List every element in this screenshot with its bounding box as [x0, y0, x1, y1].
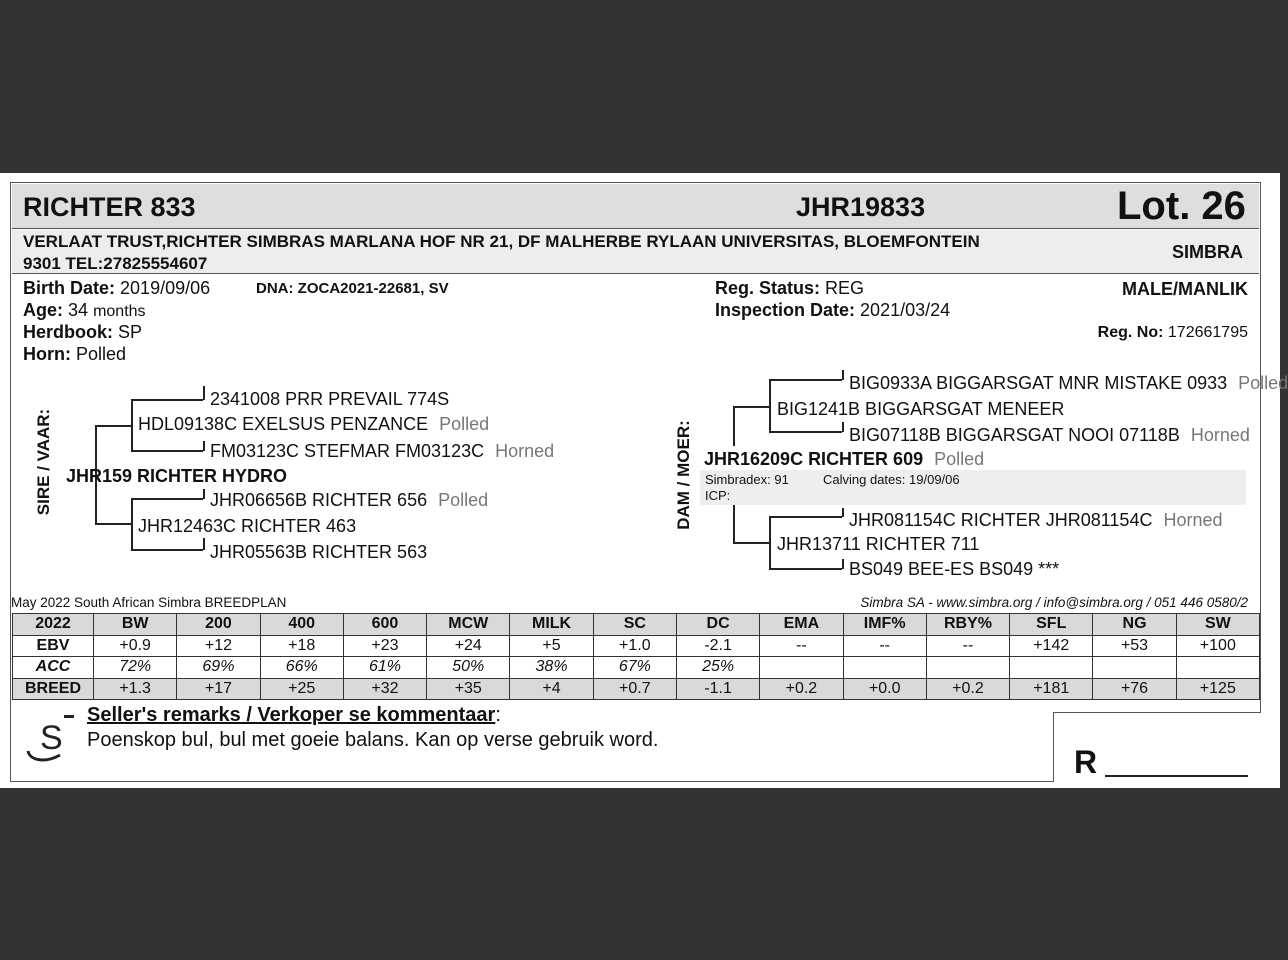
age-value: 34 — [68, 300, 89, 320]
ebv-column-header: MILK — [510, 614, 593, 636]
herdbook-label: Herdbook: — [23, 322, 113, 342]
reg-no-label: Reg. No: — [1097, 324, 1164, 341]
ebv-row-label: BREED — [13, 678, 94, 700]
reg-no-value: 172661795 — [1167, 324, 1248, 341]
ebv-cell: +1.3 — [94, 678, 177, 700]
dam-performance-box — [700, 470, 1246, 505]
ebv-column-header: 200 — [177, 614, 260, 636]
ebv-cell: 61% — [343, 657, 426, 679]
ebv-cell: +4 — [510, 678, 593, 700]
age — [23, 300, 146, 321]
inspection-date-label: Inspection Date: — [715, 300, 856, 320]
birth-date — [23, 278, 210, 299]
sire-tree-line — [203, 489, 205, 499]
owner-bar — [12, 230, 1259, 274]
animal-name: RICHTER 833 — [23, 192, 196, 222]
ebv-column-header: SC — [593, 614, 676, 636]
remarks-heading-colon: : — [495, 704, 501, 726]
ebv-cell: -- — [760, 635, 843, 657]
lot-number: Lot. 26 — [1117, 184, 1246, 228]
ebv-column-header: MCW — [427, 614, 510, 636]
ebv-row-label: ACC — [13, 657, 94, 679]
ebv-column-header: BW — [94, 614, 177, 636]
dam-tree-line — [769, 379, 842, 381]
ebv-column-header: 600 — [343, 614, 426, 636]
price-label: R — [1074, 744, 1098, 780]
ebv-row-acc — [13, 657, 1260, 679]
reg-status-value: REG — [825, 278, 865, 298]
dam-tree-line — [769, 516, 842, 518]
sire-tree-line — [131, 498, 203, 500]
birth-date-value: 2019/09/06 — [120, 278, 211, 298]
ebv-cell: +0.9 — [94, 635, 177, 657]
horn — [23, 344, 126, 365]
dam-tree-line — [769, 379, 771, 432]
breedplan-contact: Simbra SA - www.simbra.org / info@simbra.org / 051 446 0580/2 — [860, 595, 1248, 610]
ebv-column-header: 400 — [260, 614, 343, 636]
sire-dam-dam-name: JHR05563B RICHTER 563 — [210, 542, 428, 562]
simbra-logo-letter: S — [40, 719, 63, 757]
remarks-heading — [87, 704, 501, 727]
inspection-date-value: 2021/03/24 — [860, 300, 951, 320]
sire-name: JHR159 RICHTER HYDRO — [66, 466, 288, 486]
ebv-cell: 72% — [94, 657, 177, 679]
breedplan-caption: May 2022 South African Simbra BREEDPLAN — [11, 595, 287, 610]
ebv-cell: -- — [926, 635, 1009, 657]
dam-tree-line — [733, 542, 769, 544]
sire-tree-line — [131, 399, 203, 401]
ebv-column-header: EMA — [760, 614, 843, 636]
sire-tree-line — [203, 538, 205, 550]
ebv-column-header: NG — [1093, 614, 1176, 636]
dam-tree-line — [842, 508, 844, 517]
sire-tree-line — [95, 425, 131, 427]
reg-status-label: Reg. Status: — [715, 278, 821, 298]
dam-side-label: DAM / MOER: — [674, 420, 693, 530]
dam-dam-sire-name: JHR081154C RICHTER JHR081154C — [849, 510, 1153, 530]
sire-dam-sire — [210, 490, 488, 511]
ebv-cell: +32 — [343, 678, 426, 700]
dam-dam-dam-name: BS049 BEE-ES BS049 *** — [849, 559, 1060, 579]
ebv-column-header: DC — [676, 614, 759, 636]
dam-tree-line — [733, 406, 769, 408]
horn-value: Polled — [76, 344, 127, 364]
sire-sire-dam-name: FM03123C STEFMAR FM03123C — [210, 441, 485, 461]
ebv-cell: +23 — [343, 635, 426, 657]
herdbook — [23, 322, 142, 343]
calving-dates — [823, 472, 960, 487]
sire-tree-line — [131, 450, 203, 452]
lot-card — [0, 173, 1288, 788]
sire-side-label: SIRE / VAAR: — [34, 408, 53, 516]
dam-sire-sire-horn: Polled — [1238, 373, 1288, 393]
ebv-column-header: IMF% — [843, 614, 926, 636]
sire-dam-name: JHR12463C RICHTER 463 — [138, 516, 357, 536]
sire-dam-sire-name: JHR06656B RICHTER 656 — [210, 490, 428, 510]
ebv-row-breed — [13, 678, 1260, 700]
ebv-cell: +142 — [1010, 635, 1093, 657]
ebv-cell: -2.1 — [676, 635, 759, 657]
remarks-heading-text: Seller's remarks / Verkoper se kommentaar — [87, 704, 496, 726]
ebv-cell — [1176, 657, 1259, 679]
sire-tree-line — [131, 549, 203, 551]
breed-label: SIMBRA — [1172, 242, 1243, 262]
ebv-cell: +24 — [427, 635, 510, 657]
birth-date-label: Birth Date: — [23, 278, 116, 298]
dam-horn: Polled — [934, 449, 985, 469]
ebv-cell: -1.1 — [676, 678, 759, 700]
age-label: Age: — [23, 300, 63, 320]
horn-label: Horn: — [23, 344, 71, 364]
dam-sire-name: BIG1241B BIGGARSGAT MENEER — [777, 399, 1065, 419]
sire-sire — [138, 414, 489, 435]
simbra-logo-icon — [22, 711, 78, 767]
ebv-cell — [926, 657, 1009, 679]
ebv-cell: +0.2 — [926, 678, 1009, 700]
sire-sire-dam-horn: Horned — [495, 441, 555, 461]
sire-sire-sire-name: 2341008 PRR PREVAIL 774S — [210, 389, 450, 409]
dam-tree-line — [842, 559, 844, 569]
owner-address-line2: 9301 TEL:27825554607 — [23, 254, 208, 273]
ebv-cell: 67% — [593, 657, 676, 679]
sire-dam-sire-horn: Polled — [438, 490, 489, 510]
ebv-cell: +76 — [1093, 678, 1176, 700]
ebv-header-row — [13, 614, 1260, 636]
remarks-text: Poenskop bul, bul met goeie balans. Kan op verse gebruik word. — [87, 729, 659, 751]
inspection-date — [715, 300, 950, 321]
dam-tree-line — [842, 422, 844, 432]
ebv-cell: +0.0 — [843, 678, 926, 700]
dam-sire-sire-name: BIG0933A BIGGARSGAT MNR MISTAKE 0933 — [849, 373, 1228, 393]
sire-sire-dam — [210, 441, 554, 462]
ebv-cell: +18 — [260, 635, 343, 657]
ebv-cell: +25 — [260, 678, 343, 700]
ebv-cell: 25% — [676, 657, 759, 679]
calving-dates-value: 19/09/06 — [909, 472, 960, 487]
dam-tree-line — [769, 516, 771, 569]
calving-dates-label: Calving dates: — [823, 472, 906, 487]
ebv-cell: +0.7 — [593, 678, 676, 700]
ebv-cell: +5 — [510, 635, 593, 657]
ebv-cell: +125 — [1176, 678, 1259, 700]
reg-no — [1098, 324, 1248, 342]
sire-tree-line — [203, 386, 205, 400]
simbradex-value: 91 — [774, 472, 789, 487]
icp-label: ICP: — [705, 488, 731, 503]
reg-status — [715, 278, 864, 299]
price-box — [1053, 712, 1261, 782]
sire-tree-line — [131, 498, 133, 550]
owner-address-line1: VERLAAT TRUST,RICHTER SIMBRAS MARLANA HOF NR 21, DF MALHERBE RYLAAN UNIVERSITAS, BLOEMFONTEIN — [23, 232, 980, 251]
ebv-cell — [760, 657, 843, 679]
dam-dam-name: JHR13711 RICHTER 711 — [777, 534, 980, 554]
ebv-cell — [1010, 657, 1093, 679]
dam-tree-line — [733, 505, 735, 543]
age-unit: months — [93, 303, 146, 320]
ebv-cell: +100 — [1176, 635, 1259, 657]
sire-tree-line — [95, 523, 131, 525]
ebv-cell: +17 — [177, 678, 260, 700]
ebv-cell: 66% — [260, 657, 343, 679]
ebv-table — [12, 613, 1260, 700]
ebv-column-header: SFL — [1010, 614, 1093, 636]
ebv-cell: 50% — [427, 657, 510, 679]
ebv-cell: +1.0 — [593, 635, 676, 657]
dam-name: JHR16209C RICHTER 609 — [704, 449, 924, 469]
simbradex-label: Simbradex: — [705, 472, 771, 487]
ebv-cell: +181 — [1010, 678, 1093, 700]
dam-tree-line — [769, 568, 842, 570]
dna-info: DNA: ZOCA2021-22681, SV — [256, 280, 449, 297]
dam-sire-dam — [849, 425, 1250, 446]
ebv-row-ebv — [13, 635, 1260, 657]
ebv-year-header: 2022 — [13, 614, 94, 636]
dam-sire-sire — [849, 373, 1288, 394]
price-input-line[interactable] — [1105, 775, 1248, 777]
sire-sire-horn: Polled — [439, 414, 490, 434]
sire-sire-name: HDL09138C EXELSUS PENZANCE — [138, 414, 429, 434]
dam-sire-dam-name: BIG07118B BIGGARSGAT NOOI 07118B — [849, 425, 1180, 445]
registration-id: JHR19833 — [796, 192, 926, 222]
ebv-cell: 69% — [177, 657, 260, 679]
sire-tree-line — [203, 441, 205, 451]
dam — [704, 449, 984, 470]
dam-sire-dam-horn: Horned — [1190, 425, 1250, 445]
simbradex — [705, 472, 789, 487]
ebv-cell: -- — [843, 635, 926, 657]
ebv-cell: +12 — [177, 635, 260, 657]
dam-tree-line — [842, 370, 844, 380]
dam-dam-sire — [849, 510, 1223, 531]
ebv-cell — [843, 657, 926, 679]
sire-tree-line — [131, 399, 133, 451]
ebv-column-header: SW — [1176, 614, 1259, 636]
ebv-cell: +53 — [1093, 635, 1176, 657]
ebv-cell: +35 — [427, 678, 510, 700]
ebv-cell: +0.2 — [760, 678, 843, 700]
ebv-cell: 38% — [510, 657, 593, 679]
ebv-row-label: EBV — [13, 635, 94, 657]
herdbook-value: SP — [118, 322, 143, 342]
ebv-cell — [1093, 657, 1176, 679]
sex-label: MALE/MANLIK — [1122, 279, 1248, 299]
dam-tree-line — [733, 406, 735, 446]
dam-dam-sire-horn: Horned — [1163, 510, 1223, 530]
dam-tree-line — [769, 431, 842, 433]
ebv-column-header: RBY% — [926, 614, 1009, 636]
title-bar — [12, 184, 1259, 229]
